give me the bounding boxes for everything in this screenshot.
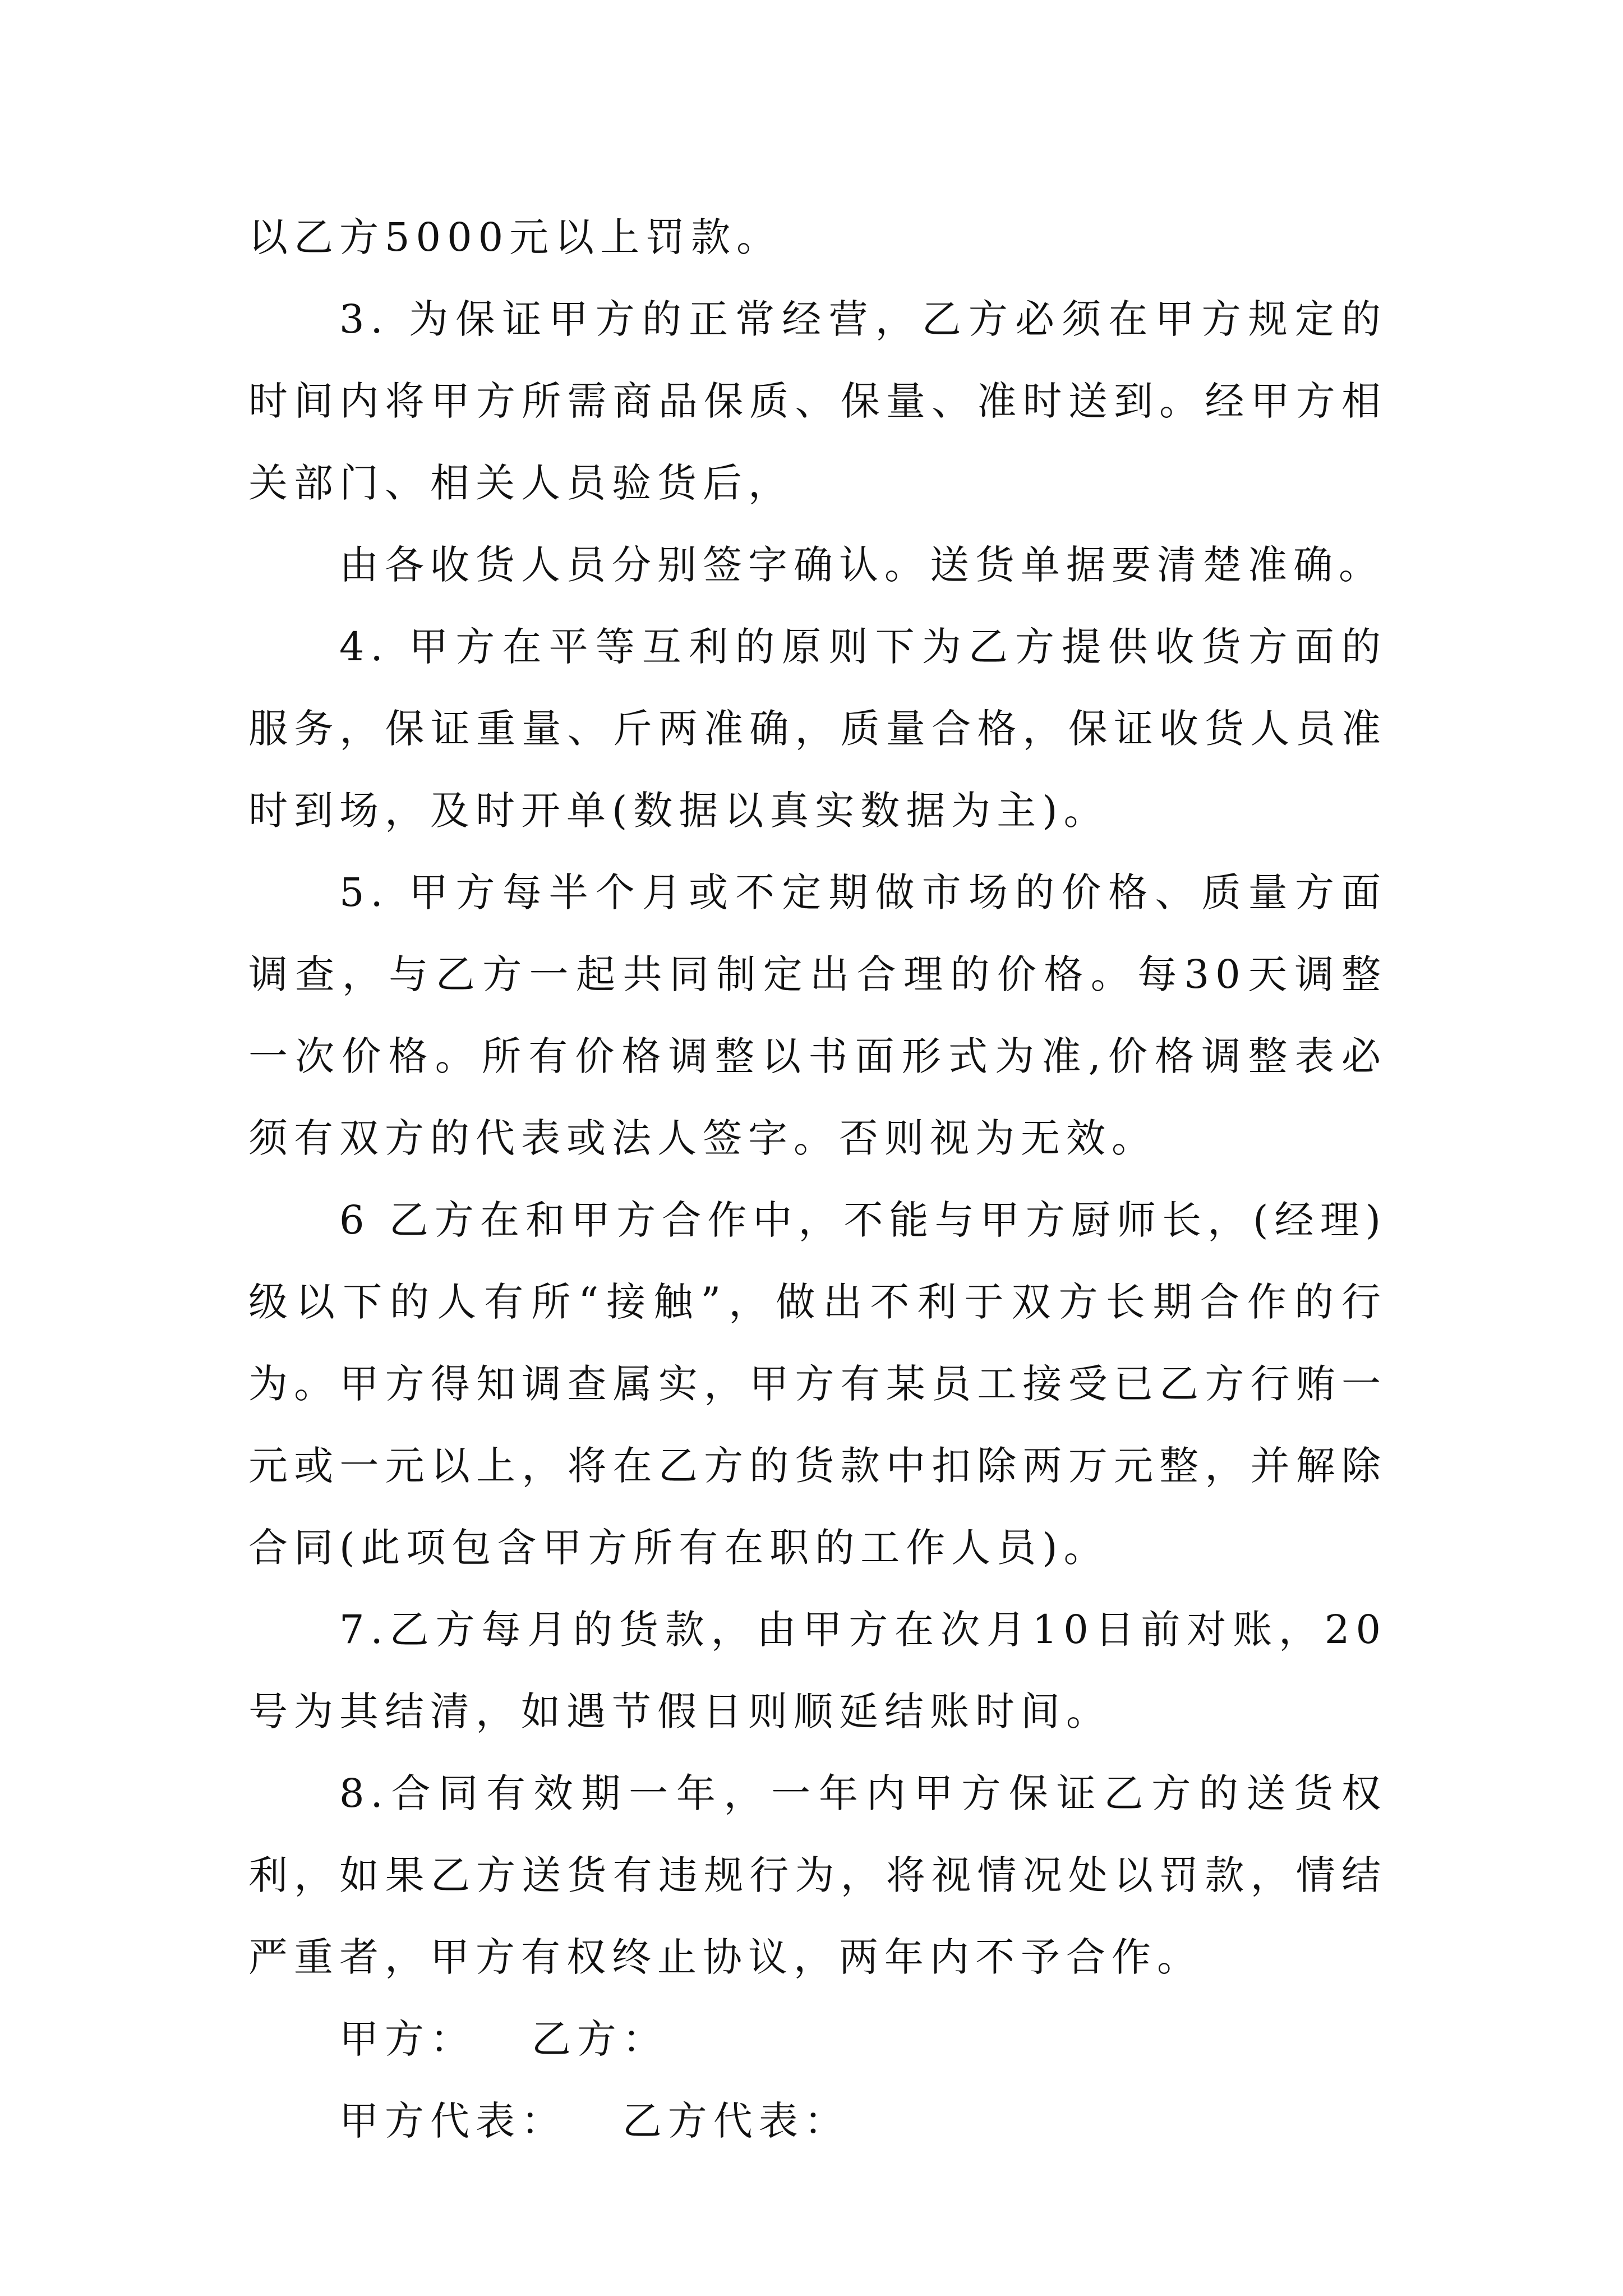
clause-8: 8.合同有效期一年，一年内甲方保证乙方的送货权利，如果乙方送货有违规行为，将视情况处以罚款，情结严重者，甲方有权终止协议，两年内不予合作。 bbox=[248, 1770, 1387, 1980]
clause-5: 5. 甲方每半个月或不定期做市场的价格、质量方面调查，与乙方一起共同制定出合理的价格。每30天调整一次价格。所有价格调整以书面形式为准,价格调整表必须有双方的代表或法人签字。否则视为无效。 bbox=[248, 869, 1387, 1161]
clause-4: 4. 甲方在平等互利的原则下为乙方提供收货方面的服务，保证重量、斤两准确，质量合格，保证收货人员准时到场，及时开单(数据以真实数据为主)。 bbox=[248, 624, 1387, 834]
clause-3: 3. 为保证甲方的正常经营，乙方必须在甲方规定的时间内将甲方所需商品保质、保量、准时送到。经甲方相关部门、相关人员验货后， bbox=[248, 296, 1387, 506]
signature-parties-line bbox=[248, 1998, 1387, 2080]
contract-body bbox=[248, 196, 1387, 2162]
party-a-label: 甲方： bbox=[339, 2016, 476, 2062]
paragraph-penalty-continuation: 以乙方5000元以上罚款。 bbox=[248, 214, 782, 260]
signature-representatives-line bbox=[248, 2080, 1387, 2162]
party-a-rep-label: 甲方代表： bbox=[339, 2098, 566, 2144]
party-b-rep-label: 乙方代表： bbox=[622, 2098, 850, 2144]
clause-3-confirmation: 由各收货人员分别签字确认。送货单据要清楚准确。 bbox=[339, 542, 1384, 588]
clause-6: 6 乙方在和甲方合作中，不能与甲方厨师长，(经理)级以下的人有所“接触”，做出不利于双方长期合作的行为。甲方得知调查属实，甲方有某员工接受已乙方行贿一元或一元以上，将在乙方的货款中扣除两万元整，并解除合同(此项包含甲方所有在职的工作人员)。 bbox=[248, 1197, 1387, 1571]
clause-7: 7.乙方每月的货款，由甲方在次月10日前对账，20号为其结清，如遇节假日则顺延结账时间。 bbox=[248, 1607, 1387, 1734]
party-b-label: 乙方： bbox=[531, 2016, 668, 2062]
